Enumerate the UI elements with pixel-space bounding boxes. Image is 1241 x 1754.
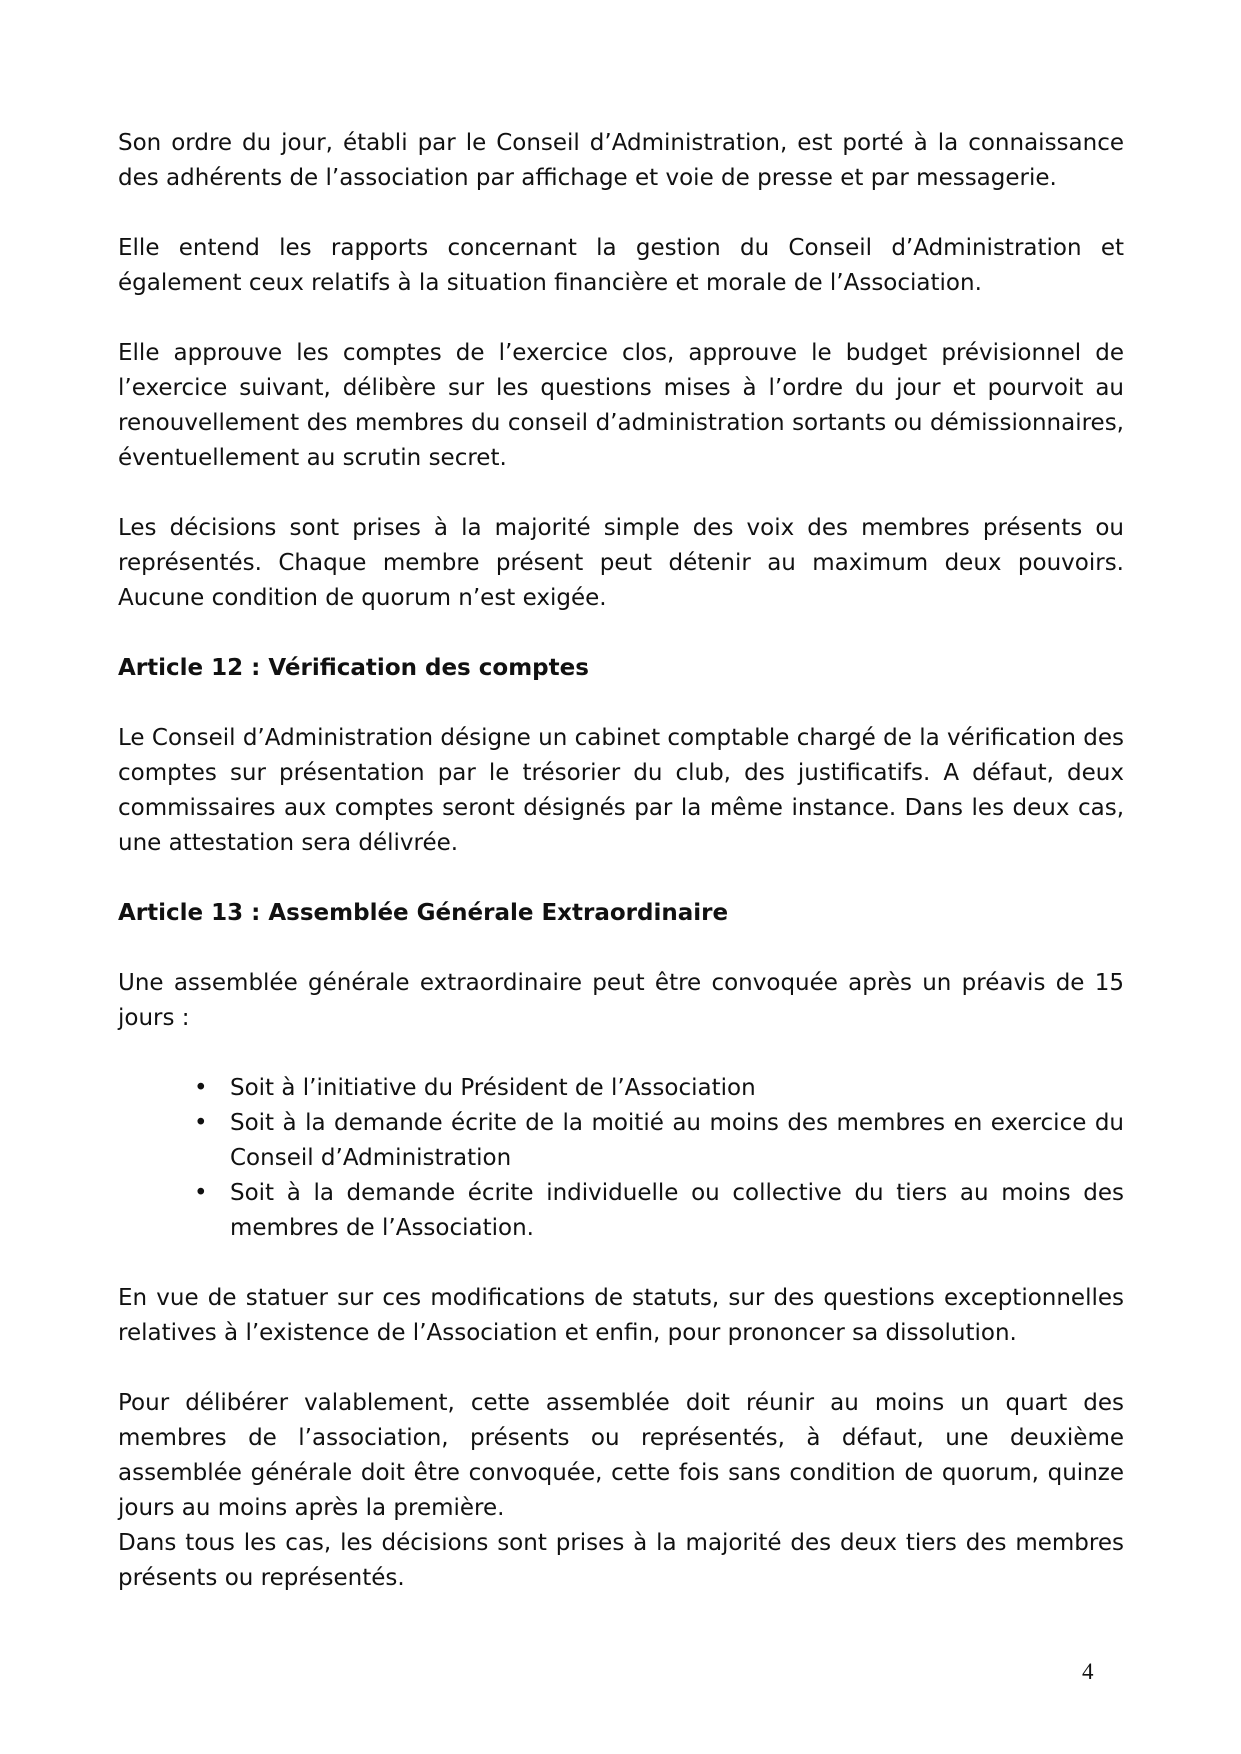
bullet-icon: • bbox=[194, 1110, 208, 1136]
paragraph-agenda: Son ordre du jour, établi par le Conseil d’Administration, est porté à la connaissance des adhérents de l’association par affichage et voie de presse et par messagerie. bbox=[118, 130, 1124, 191]
paragraph-reports: Elle entend les rapports concernant la gestion du Conseil d’Administration et également ceux relatifs à la situation financière et morale de l’Association. bbox=[118, 235, 1124, 296]
bullet-icon: • bbox=[194, 1180, 208, 1206]
list-item bbox=[194, 1071, 1124, 1106]
paragraph-purpose: En vue de statuer sur ces modifications de statuts, sur des questions exceptionnelles relatives à l’existence de l’Association et enfin, pour prononcer sa dissolution. bbox=[118, 1285, 1124, 1346]
list-item bbox=[194, 1176, 1124, 1246]
article-13-heading: Article 13 : Assemblée Générale Extraordinaire bbox=[118, 900, 729, 926]
article-12-text: Le Conseil d’Administration désigne un cabinet comptable chargé de la vérification des comptes sur présentation par le trésorier du club, des justificatifs. A défaut, deux commissaires aux comptes seront désignés par la même instance. Dans les deux cas, une attestation sera délivrée. bbox=[118, 725, 1124, 856]
paragraph-quorum: Pour délibérer valablement, cette assemblée doit réunir au moins un quart des membres de l’association, présents ou représentés, à défaut, une deuxième assemblée générale doit être convoquée, cette fois sans condition de quorum, quinze jours au moins après la première. bbox=[118, 1390, 1124, 1521]
paragraph-majority: Dans tous les cas, les décisions sont prises à la majorité des deux tiers des membres présents ou représentés. bbox=[118, 1530, 1124, 1591]
list-item bbox=[194, 1106, 1124, 1176]
list-item-text: Soit à la demande écrite de la moitié au moins des membres en exercice du Conseil d’Administration bbox=[230, 1110, 1124, 1171]
paragraph-approvals: Elle approuve les comptes de l’exercice clos, approuve le budget prévisionnel de l’exercice suivant, délibère sur les questions mises à l’ordre du jour et pourvoit au renouvellement des membres du conseil d’administration sortants ou démissionnaires, éventuellement au scrutin secret. bbox=[118, 340, 1124, 471]
bullet-icon: • bbox=[194, 1075, 208, 1101]
article-13-intro: Une assemblée générale extraordinaire peut être convoquée après un préavis de 15 jours : bbox=[118, 970, 1124, 1031]
page-number: 4 bbox=[1082, 1659, 1094, 1684]
paragraph-decisions: Les décisions sont prises à la majorité simple des voix des membres présents ou représentés. Chaque membre présent peut détenir au maximum deux pouvoirs. Aucune condition de quorum n’est exigée. bbox=[118, 515, 1124, 611]
list-item-text: Soit à l’initiative du Président de l’Association bbox=[230, 1075, 756, 1101]
page-content bbox=[118, 126, 1124, 1631]
list-item-text: Soit à la demande écrite individuelle ou collective du tiers au moins des membres de l’Association. bbox=[230, 1180, 1124, 1241]
article-12-heading: Article 12 : Vérification des comptes bbox=[118, 655, 589, 681]
convocation-list bbox=[118, 1071, 1124, 1246]
